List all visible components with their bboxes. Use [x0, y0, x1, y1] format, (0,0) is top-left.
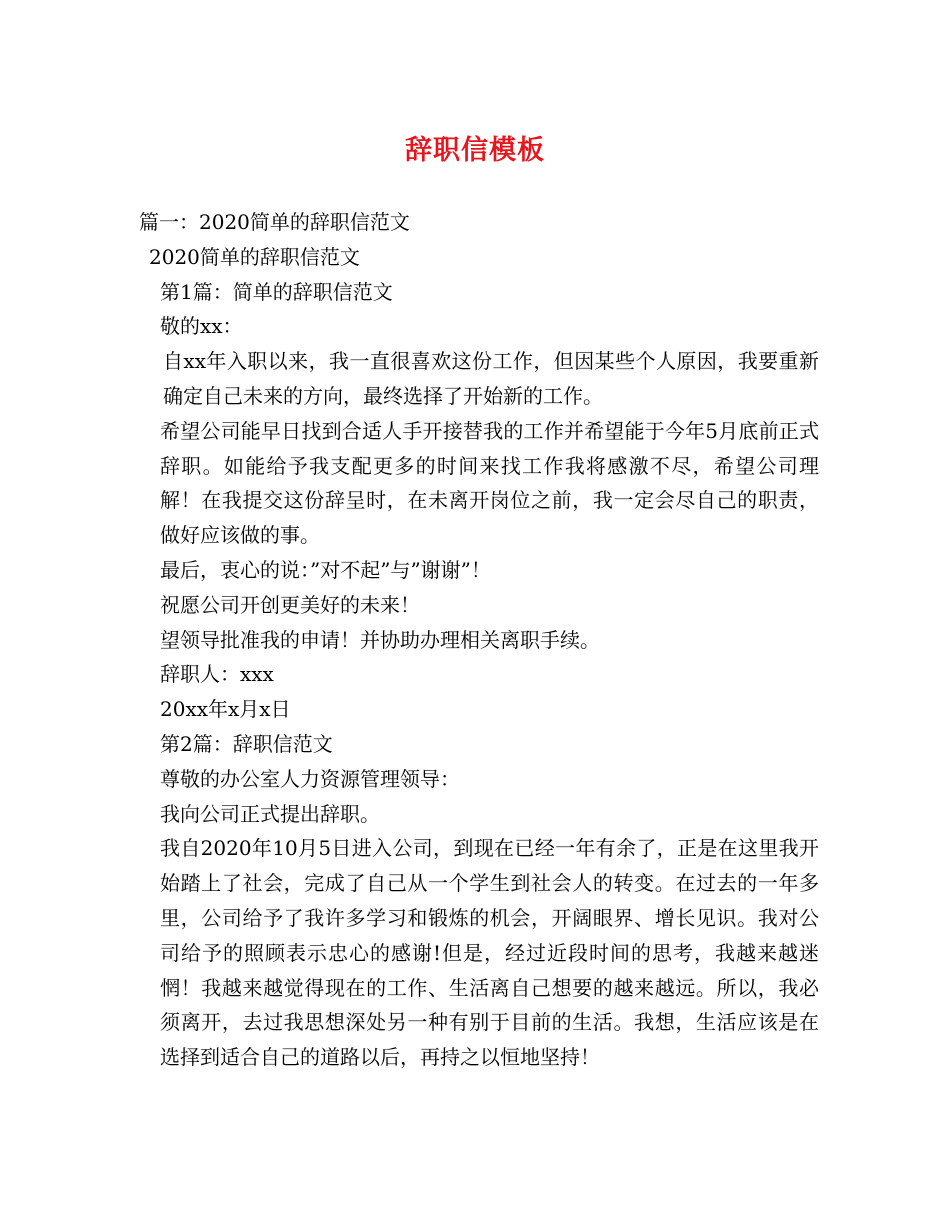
- letter-heading: 第2篇：辞职信范文: [160, 731, 333, 756]
- document-body: [139, 205, 819, 1075]
- paragraph: 希望公司能早日找到合适人手开接替我的工作并希望能于今年5月底前正式辞职。如能给予我支配更多的时间来找工作我将感激不尽，希望公司理解！在我提交这份辞呈时，在未离开岗位之前，我一定会尽自己的职责，做好应该做的事。: [160, 418, 819, 548]
- paragraph: 祝愿公司开创更美好的未来！: [160, 592, 420, 617]
- signature-line: 辞职人：xxx: [160, 662, 274, 687]
- paragraph: 我自2020年10月5日进入公司，到现在已经一年有余了，正是在这里我开始踏上了社会，完成了自己从一个学生到社会人的转变。在过去的一年多里，公司给予了我许多学习和锻炼的机会，开阔眼界、增长见识。我对公司给予的照顾表示忠心的感谢!但是，经过近段时间的思考，我越来越迷惘！我越来越觉得现在的工作、生活离自己想要的越来越远。所以，我必须离开，去过我思想深处另一种有别于目前的生活。我想，生活应该是在选择到适合自己的道路以后，再持之以恒地坚持！: [160, 836, 819, 1070]
- document-title: 辞职信模板: [405, 135, 545, 166]
- paragraph: 我向公司正式提出辞职。: [160, 801, 380, 826]
- subheading: 2020简单的辞职信范文: [149, 244, 360, 269]
- paragraph: 自xx年入职以来，我一直很喜欢这份工作，但因某些个人原因，我要重新确定自己未来的方向，最终选择了开始新的工作。: [163, 349, 819, 408]
- paragraph: 最后，衷心的说：”对不起”与”谢谢”！: [160, 557, 491, 582]
- salutation: 尊敬的办公室人力资源管理领导：: [160, 766, 460, 791]
- letter-heading: 第1篇：简单的辞职信范文: [160, 279, 393, 304]
- paragraph: 望领导批准我的申请！并协助办理相关离职手续。: [160, 627, 600, 652]
- section-heading: 篇一：2020简单的辞职信范文: [139, 210, 410, 234]
- salutation: 敬的xx：: [160, 314, 243, 339]
- date-line: 20xx年x月x日: [160, 697, 291, 722]
